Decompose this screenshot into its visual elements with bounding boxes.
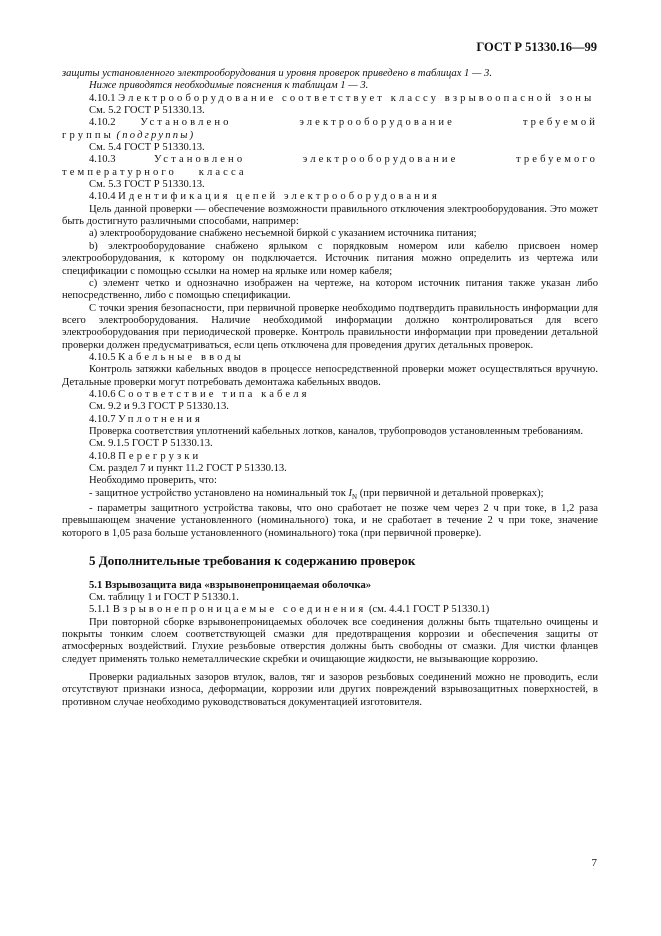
clause-4-10-8	[62, 451, 598, 463]
reference: См. 5.2 ГОСТ Р 51330.13.	[89, 105, 205, 117]
clause-4-10-4	[62, 191, 598, 203]
reference: См. таблицу 1 и ГОСТ Р 51330.1.	[89, 591, 239, 603]
running-header: ГОСТ Р 51330.16—99	[476, 40, 597, 54]
clause-4-10-2	[62, 117, 598, 142]
clause-number: 4.10.3	[89, 154, 116, 166]
text: - защитное устройство установлено на номинальный ток	[89, 487, 349, 499]
reference: См. 9.1.5 ГОСТ Р 51330.13.	[89, 438, 213, 450]
paragraph: Проверки радиальных зазоров втулок, валов, тяг и зазоров резьбовых соединений можно не проводить, если отсутствуют признаки износа, деформации, коррозии или других повреждений взрывозащитных поверхностей, в противном случае необходимо руководствоваться документацией изготовителя.	[62, 671, 598, 708]
clause-title: Соответствие типа кабеля	[118, 388, 310, 400]
list-item	[62, 488, 598, 503]
clause-title: Электрооборудование соответствует классу взрывоопасной зоны	[118, 92, 595, 104]
list-item: c) элемент четко и однозначно изображен на чертеже, на котором источник питания также указан либо непосредственно, либо с помощью спецификации.	[62, 277, 598, 302]
clause-title: Установлено электрооборудование требуемой группы	[62, 117, 598, 141]
clause-number: 4.10.7	[89, 413, 116, 425]
subsection-5-1-heading: 5.1 Взрывозащита вида «взрывонепроницаемая оболочка»	[89, 579, 372, 591]
list-item: - параметры защитного устройства таковы, что оно сработает не позже чем через 2 ч при токе, в 1,2 раза превышающем значение установленного (номинального) тока, и не сработает в течение 2 ч при токе, значение которого в 1,05 раза больше установленного (номинального) тока (при первичной проверке).	[62, 503, 598, 539]
clause-title: Взрывонепроницаемые соединения	[112, 604, 367, 616]
clause-number: 4.10.5	[89, 351, 116, 363]
clause-number: 4.10.4	[89, 191, 116, 203]
clause-number: 5.1.1	[89, 604, 111, 616]
clause-reference: (см. 4.4.1 ГОСТ Р 51330.1)	[366, 604, 490, 616]
current-subscript: N	[352, 492, 358, 501]
paragraph: Цель данной проверки — обеспечение возможности правильного отключения электрооборудования. Это может быть достигнуто различными способами, например:	[62, 203, 598, 228]
clause-5-1-1	[62, 604, 598, 616]
paragraph: Необходимо проверить, что:	[89, 475, 217, 487]
section-5-heading: 5 Дополнительные требования к содержанию проверок	[89, 553, 416, 569]
clause-number: 4.10.1	[89, 92, 116, 104]
clause-title: Уплотнения	[118, 413, 204, 425]
reference: См. 5.4 ГОСТ Р 51330.13.	[89, 142, 205, 154]
paragraph: Контроль затяжки кабельных вводов в процессе непосредственной проверки может осуществляться вручную. Детальные проверки могут потребовать демонтажа кабельных вводов.	[62, 364, 598, 388]
clause-number: 4.10.6	[89, 388, 116, 400]
clause-number: 4.10.2	[89, 117, 116, 129]
document-body	[62, 68, 598, 709]
clause-4-10-5	[62, 352, 598, 364]
clause-title: Перегрузки	[118, 450, 202, 462]
clause-4-10-1	[62, 93, 598, 105]
clause-4-10-7	[62, 414, 598, 426]
paragraph: Ниже приводятся необходимые пояснения к таблицам 1 — 3.	[89, 80, 369, 92]
clause-4-10-6	[62, 389, 598, 401]
clause-title: Идентификация цепей электрооборудования	[118, 191, 440, 203]
clause-subtitle: (подгруппы)	[116, 129, 196, 141]
current-symbol: I	[348, 487, 353, 499]
clause-number: 4.10.8	[89, 450, 116, 462]
text: (при первичной и детальной проверках);	[357, 487, 544, 499]
clause-4-10-3	[62, 154, 598, 179]
paragraph: При повторной сборке взрывонепроницаемых оболочек все соединения должны быть тщательно очищены и покрыты тонким слоем соответствующей смазки для предотвращения коррозии и обеспечения защиты от атмосферных воздействий. Глухие резьбовые отверстия должны быть свободны от смазки. Для чистки фланцев следует применять только неметаллические скребки и очищающие жидкости, не вызывающие коррозию.	[62, 616, 598, 665]
reference: См. раздел 7 и пункт 11.2 ГОСТ Р 51330.13.	[89, 463, 287, 474]
paragraph: С точки зрения безопасности, при первичной проверке необходимо подтвердить правильность информации для всего электрооборудования. Наличие необходимой информации должно контролироваться для всего электрооборудования при периодической проверке. Контроль правильности информации при проведении детальной проверки должен предусматриваться, если цепь отключена для проведения других детальных проверок.	[62, 302, 598, 351]
reference: См. 9.2 и 9.3 ГОСТ Р 51330.13.	[89, 401, 229, 413]
list-item: a) электрооборудование снабжено несъемной биркой с указанием источника питания;	[89, 228, 477, 240]
reference: См. 5.3 ГОСТ Р 51330.13.	[89, 179, 205, 191]
clause-title: Установлено электрооборудование требуемого температурного класса	[62, 154, 598, 178]
paragraph: защиты установленного электрооборудования и уровня проверок приведено в таблицах 1 — 3.	[62, 68, 492, 79]
paragraph: Проверка соответствия уплотнений кабельных лотков, каналов, трубопроводов установленным требованиям.	[89, 425, 584, 437]
list-item: b) электрооборудование снабжено ярлыком с порядковым номером или кабелю присвоен номер электрооборудования, к которому он подключается. Источник питания можно определить из чертежа или спецификации с помощью ссылки на номер на ярлыке или номер кабеля;	[62, 240, 598, 277]
clause-title: Кабельные вводы	[118, 351, 244, 363]
page-number: 7	[591, 857, 597, 869]
